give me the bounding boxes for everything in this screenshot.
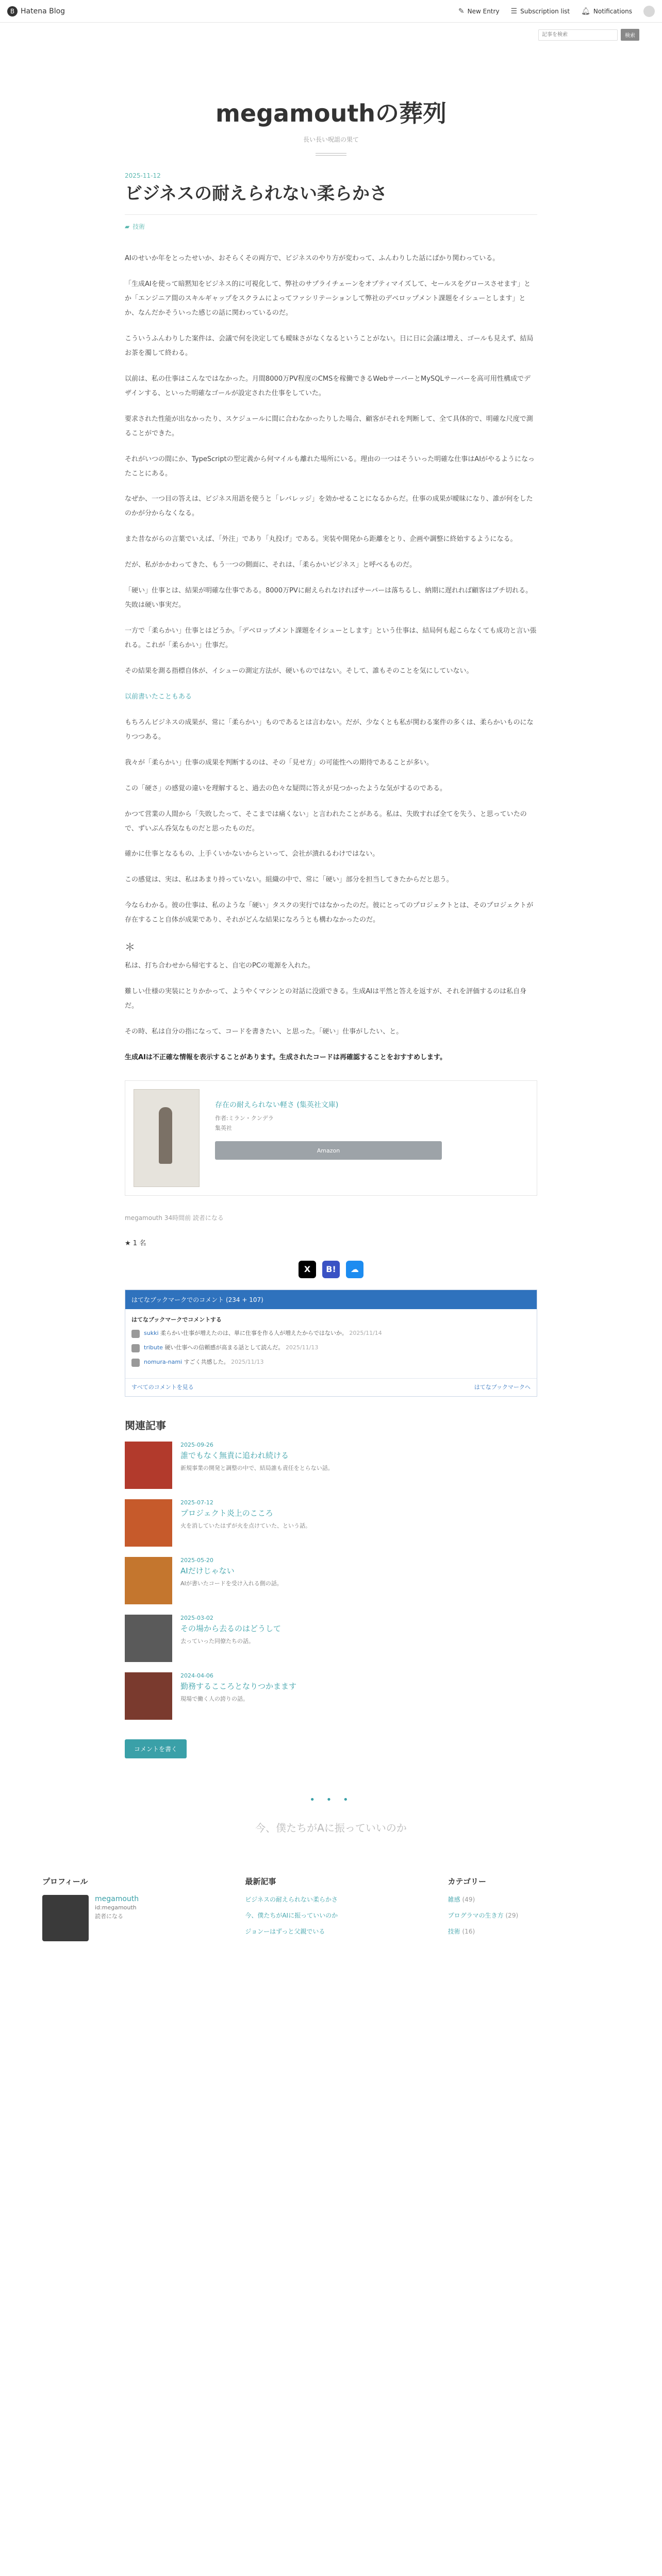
entry-paragraph: 「硬い」仕事とは、結果が明確な仕事である。8000万PVに耐えられなければサーバーは落ちるし、納期に遅れれば顧客はブチ切れる。失敗は硬い事実だ。 <box>125 587 533 609</box>
hatena-logo[interactable] <box>7 6 65 16</box>
entry-paragraph: AIのせいか年をとったせいか、おそらくその両方で、ビジネスのやり方が変わって、ふんわりした話にばかり関わっている。 <box>125 255 500 263</box>
blog-header <box>0 23 662 161</box>
article <box>125 161 537 1794</box>
entry-paragraph: こういうふんわりした案件は、会議で何を決定しても曖昧さがなくなるということがない。日に日に会議は増え、ゴールも見えず、結局お茶を濁して終わる。 <box>125 334 534 357</box>
entry-paragraph: 難しい仕様の実装にとりかかって、ようやくマシンとの対話に没頭できる。生成AIは平然と答えを返すが、それを評価するのは私自身だ。 <box>125 988 527 1010</box>
commenter-avatar[interactable] <box>131 1359 140 1367</box>
related-thumbnail[interactable] <box>125 1442 172 1489</box>
recent-entry-link[interactable]: ビジネスの耐えられない柔らかさ <box>245 1895 338 1903</box>
commenter-name[interactable]: nomura-nami <box>144 1358 183 1365</box>
related-thumbnail[interactable] <box>125 1615 172 1662</box>
profile-id: id:megamouth <box>95 1904 137 1911</box>
search-form <box>538 29 639 41</box>
product-publisher: 集英社 <box>215 1124 232 1131</box>
entry-paragraph: 「生成AIを使って暗黙知をビジネス的に可視化して、弊社のサプライチェーンをオプティマイズして、セールスをグロースさせます」とか「エンジニア間のスキルギャップをスクラムによってファシリテーションして弊社のデベロップメント課題をイシューとします」とか、なんだかそういった感じの話に関わっているのだ。 <box>125 280 531 317</box>
recent-module <box>245 1876 417 1943</box>
category-row <box>125 214 537 231</box>
related-date: 2025-05-20 <box>180 1556 213 1564</box>
next-entry-link[interactable]: 今、僕たちがAに振っていいのか <box>255 1821 407 1834</box>
product-author: 作者:ミラン・クンデラ <box>215 1114 274 1122</box>
commenter-avatar[interactable] <box>131 1330 140 1338</box>
entry-paragraph: 今ならわかる。彼の仕事は、私のような「硬い」タスクの実行ではなかったのだ。彼にとってのプロジェクトとは、そのプロジェクトが存在すること自体が成果であり、それがどんな結果になろうとも構わなかったのだ。 <box>125 902 534 924</box>
bold-text: 生成AIは不正確な情報を表示することがあります。生成されたコードは再確認することをおすすめします。 <box>125 1053 446 1061</box>
bell-icon: 🔔︎ <box>581 7 590 15</box>
category-module-title: カテゴリー <box>448 1876 487 1886</box>
entry-title[interactable]: ビジネスの耐えられない柔らかさ <box>125 183 387 204</box>
entry-paragraph: この感覚は、実は、私はあまり持っていない。組織の中で、常に「硬い」部分を担当してきたからだと思う。 <box>125 876 453 884</box>
related-date: 2025-03-02 <box>180 1614 213 1621</box>
amazon-button[interactable]: Amazon <box>215 1141 442 1160</box>
entry-paragraph: 私は、打ち合わせから帰宅すると、自宅のPCの電源を入れた。 <box>125 962 315 970</box>
section-divider-star: ＊ <box>125 941 135 954</box>
inline-link[interactable]: 以前書いたこともある <box>125 692 192 701</box>
notifications-button[interactable] <box>581 7 632 15</box>
entry-paragraph: それがいつの間にか、TypeScriptの型定義から何マイルも離れた場所にいる。理由の一つはそういった明確な仕事はAIがやるようになったことにある。 <box>125 455 535 478</box>
recent-entry-link[interactable]: ジョンーはずっと父親でいる <box>245 1927 325 1935</box>
entry-footer: megamouth 34時間前 読者になる <box>125 1214 224 1222</box>
pager-dots: • • • <box>309 1794 353 1805</box>
entry-paragraph: その時、私は自分の指になって、コードを書きたい、と思った。「硬い」仕事がしたい、と。 <box>125 1028 403 1036</box>
user-avatar[interactable] <box>643 6 655 17</box>
entry-paragraph: その結果を測る指標自体が、イシューの測定方法が、硬いものではない。そして、誰もそのことを気にしていない。 <box>125 667 473 675</box>
category-name[interactable]: 雑感 <box>448 1895 460 1903</box>
related-title-link[interactable]: AIだけじゃない <box>180 1566 235 1575</box>
notifications-label: Notifications <box>593 7 632 15</box>
bookmark-comments <box>125 1290 537 1397</box>
commenter-name[interactable]: sukki <box>144 1329 159 1336</box>
commenter-name[interactable]: tribute <box>144 1344 163 1351</box>
related-description: 去っていった同僚たちの話。 <box>180 1637 254 1645</box>
category-list-item[interactable] <box>448 1895 620 1904</box>
hatena-logo-text: Hatena Blog <box>21 7 65 15</box>
related-title-link[interactable]: 誰でもなく無責に追われ続ける <box>180 1450 289 1460</box>
related-title-link[interactable]: プロジェクト炎上のこころ <box>180 1508 273 1518</box>
entry-paragraph: この「硬さ」の感覚の違いを理解すると、過去の色々な疑問に答えが見つかったような気がするのである。 <box>125 784 447 792</box>
product-info <box>215 1089 528 1187</box>
entry-paragraph: 確かに仕事となるもの、上手くいかないからといって、会社が潰れるわけではない。 <box>125 850 379 858</box>
related-date: 2024-04-06 <box>180 1672 213 1679</box>
all-comments-link[interactable]: すべてのコメントを見る <box>131 1383 194 1391</box>
x-share-icon[interactable]: X <box>299 1261 316 1278</box>
related-thumbnail[interactable] <box>125 1499 172 1547</box>
inline-link-paragraph <box>125 690 537 704</box>
entry-paragraph: 以前は、私の仕事はこんなではなかった。月間8000万PV程度のCMSを稼働できるWebサーバーとMySQLサーバーを高可用性構成でデザインする、といった明確なゴールが設定された仕事をしていた。 <box>125 375 531 397</box>
entry-paragraph: また昔ながらの言葉でいえば、「外注」であり「丸投げ」である。実装や開発から距離をとり、企画や調整に終始するようになる。 <box>125 535 517 544</box>
related-entry[interactable] <box>125 1672 537 1720</box>
entry-paragraph: だが、私がかかわってきた、もう一つの側面に、それは、「柔らかいビジネス」と呼べるものだ。 <box>125 561 416 569</box>
subscription-label: Subscription list <box>520 7 570 15</box>
category-link[interactable]: 技術 <box>133 223 145 231</box>
category-name[interactable]: 技術 <box>448 1927 460 1935</box>
category-list-item[interactable] <box>448 1911 620 1920</box>
bluesky-icon[interactable]: ☁ <box>346 1261 363 1278</box>
related-entry[interactable] <box>125 1557 537 1604</box>
related-entry[interactable] <box>125 1499 537 1547</box>
share-buttons <box>125 1261 537 1278</box>
category-list-item[interactable] <box>448 1927 620 1936</box>
entry-date[interactable]: 2025-11-12 <box>125 172 161 179</box>
category-count: (29) <box>505 1911 519 1919</box>
pencil-icon: ✎ <box>458 7 465 15</box>
related-title-link[interactable]: 勤務するこころとなりつかまます <box>180 1681 297 1691</box>
product-title[interactable]: 存在の耐えられない軽さ (集英社文庫) <box>215 1100 339 1109</box>
bookmark-comment <box>131 1343 531 1352</box>
profile-avatar[interactable] <box>42 1895 89 1941</box>
entry-paragraph: もちろんビジネスの成果が、常に「柔らかい」ものであるとは言わない。だが、少なくとも私が関わる案件の多くは、柔らかいものになりつつある。 <box>125 718 534 741</box>
cover-figure <box>159 1107 172 1164</box>
list-icon: ☰ <box>510 7 518 15</box>
bookmark-footer <box>125 1378 537 1396</box>
bookmark-comment <box>131 1358 531 1367</box>
search-button[interactable]: 検索 <box>621 29 639 41</box>
bold-paragraph <box>125 1050 537 1065</box>
bookmark-subhead[interactable]: はてなブックマークでコメントする <box>131 1316 222 1323</box>
category-count: (16) <box>462 1927 475 1935</box>
entry-paragraph: 要求された性能が出なかったり、スケジュールに間に合わなかったりした場合、顧客がそれを判断して、全て具体的で、明確な尺度で測ることができた。 <box>125 415 533 437</box>
product-card <box>125 1080 537 1196</box>
book-cover-image[interactable] <box>134 1089 200 1187</box>
category-module <box>448 1876 620 1943</box>
comment-time: 2025/11/13 <box>285 1344 319 1351</box>
related-thumbnail[interactable] <box>125 1557 172 1604</box>
related-date: 2025-09-26 <box>180 1441 213 1448</box>
recent-entry-link[interactable]: 今、僕たちがAIに振っていいのか <box>245 1911 338 1919</box>
comment-text: すごく共感した。 <box>184 1358 229 1365</box>
related-title: 関連記事 <box>125 1419 166 1432</box>
profile-module <box>42 1876 214 1943</box>
write-comment-button[interactable]: コメントを書く <box>125 1739 187 1758</box>
star-row[interactable]: ★ 1 名 <box>125 1239 146 1247</box>
related-description: AIが書いたコードを受け入れる側の話。 <box>180 1580 283 1587</box>
related-description: 現場で働く人の誇りの話。 <box>180 1695 249 1702</box>
comment-time: 2025/11/13 <box>231 1358 264 1365</box>
related-entry[interactable] <box>125 1615 537 1662</box>
bookmark-header: はてなブックマークでのコメント (234 + 107) <box>125 1290 537 1309</box>
entry-paragraph: 一方で「柔らかい」仕事とはどうか。「デベロップメント課題をイシューとします」という仕事は、結局何も起こらなくても成功と言い張れる。これが「柔らかい」仕事だ。 <box>125 627 537 649</box>
related-date: 2025-07-12 <box>180 1499 213 1506</box>
blog-description: 長い長い呪詛の果て <box>303 136 359 143</box>
footer-modules <box>42 1876 620 1943</box>
profile-title: プロフィール <box>42 1876 88 1886</box>
related-list <box>125 1442 537 1720</box>
new-entry-button[interactable] <box>458 7 500 15</box>
hatena-logo-icon: B <box>7 6 18 16</box>
new-entry-label: New Entry <box>467 7 500 15</box>
related-entry[interactable] <box>125 1442 537 1489</box>
header-divider <box>316 153 346 156</box>
global-header <box>0 0 662 23</box>
folder-icon: ▰ <box>125 223 130 230</box>
comment-text: 柔らかい仕事が増えたのは、単に仕事を作る人が増えたからではないか。 <box>160 1329 347 1336</box>
profile-box <box>42 1895 214 1941</box>
blog-title[interactable]: megamouthの葬列 <box>215 99 447 127</box>
commenter-avatar[interactable] <box>131 1344 140 1352</box>
category-name[interactable]: プログラマの生き方 <box>448 1911 504 1919</box>
related-title-link[interactable]: その場から去るのはどうして <box>180 1623 282 1633</box>
recent-title: 最新記事 <box>245 1876 276 1886</box>
profile-name[interactable]: megamouth <box>95 1894 139 1903</box>
related-description: 新規事業の開発と調整の中で、結局誰も責任をとらない話。 <box>180 1464 334 1471</box>
subscription-list-button[interactable] <box>511 7 570 15</box>
profile-meta[interactable]: 読者になる <box>95 1913 123 1920</box>
related-description: 火を消していたはずが火を点けていた、という話。 <box>180 1522 311 1529</box>
bookmark-body <box>125 1309 537 1378</box>
entry-paragraph: なぜか、一つ目の答えは、ビジネス用語を使うと「レバレッジ」を効かせることになるからだ。仕事の成果が曖昧になり、誰が何をしたのかが分からなくなる。 <box>125 495 533 518</box>
comment-time: 2025/11/14 <box>349 1329 382 1336</box>
search-input[interactable] <box>538 29 618 41</box>
category-count: (49) <box>462 1895 475 1903</box>
bookmark-comment <box>131 1329 531 1338</box>
comment-text: 硬い仕事への信頼感が高まる話として読んだ。 <box>164 1344 284 1351</box>
entry-paragraph: 我々が「柔らかい」仕事の成果を判断するのは、その「見せ方」の可能性への期待であることが多い。 <box>125 758 434 767</box>
bookmark-count-link[interactable]: はてなブックマークへ <box>474 1383 531 1391</box>
entry-content <box>125 251 537 1039</box>
hatena-bookmark-icon[interactable]: B! <box>322 1261 340 1278</box>
entry-paragraph: かつて営業の人間から「失敗したって、そこまでは痛くない」と言われたことがある。私は、失敗すれば全てを失う、と思っていたので、ずいぶん呑気なものだと思ったものだ。 <box>125 810 527 833</box>
related-thumbnail[interactable] <box>125 1672 172 1720</box>
